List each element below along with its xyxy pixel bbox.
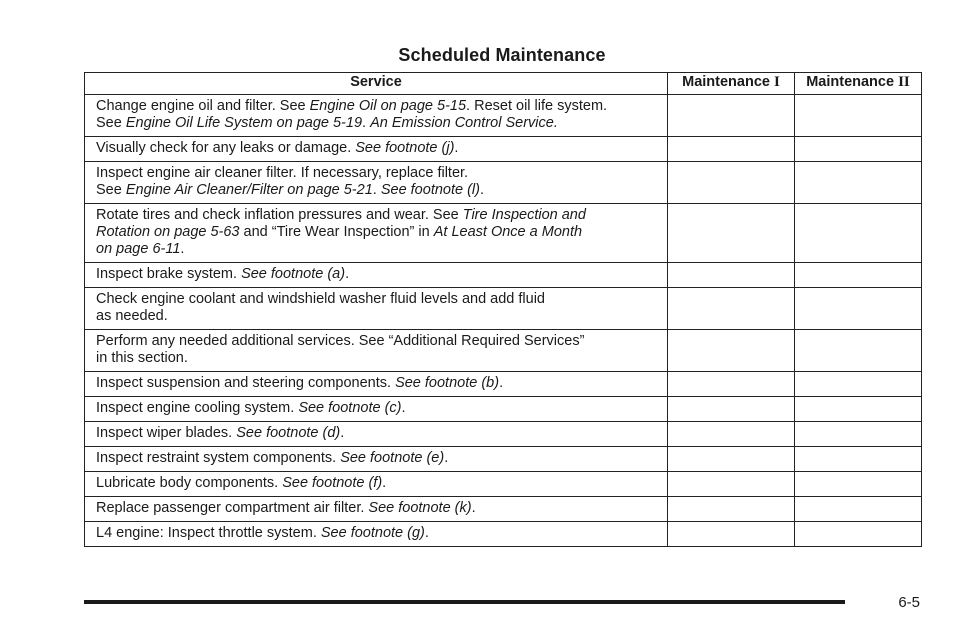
table-row (85, 162, 922, 204)
maintenance-1-cell (668, 472, 795, 497)
service-reference-text: See footnote (k) (368, 500, 472, 516)
service-cell (85, 422, 668, 447)
header-service: Service (85, 73, 668, 95)
maintenance-1-cell (668, 447, 795, 472)
maintenance-1-cell (668, 372, 795, 397)
footer-rule (84, 600, 845, 604)
maintenance-2-cell (795, 263, 922, 288)
maintenance-2-cell (795, 372, 922, 397)
service-reference-text: See footnote (j) (355, 140, 455, 156)
service-text: Inspect wiper blades. (96, 425, 237, 441)
maintenance-1-cell (668, 288, 795, 330)
maintenance-2-cell (795, 137, 922, 162)
service-line (96, 450, 657, 467)
maintenance-2-cell (795, 162, 922, 204)
service-text: as needed. (96, 308, 168, 324)
service-cell (85, 95, 668, 137)
service-reference-text: See footnote (f) (282, 475, 383, 491)
table-row (85, 422, 922, 447)
maintenance-1-cell (668, 522, 795, 547)
maintenance-1-cell (668, 204, 795, 263)
maintenance-2-cell (795, 95, 922, 137)
table-row (85, 204, 922, 263)
service-line (96, 165, 657, 182)
service-reference-text: Engine Air Cleaner/Filter on page 5-21 (125, 182, 373, 198)
service-text: Perform any needed additional services. See “Additional Required Services” (96, 333, 585, 349)
header-maintenance-2 (795, 73, 922, 95)
service-text: Inspect brake system. (96, 266, 242, 282)
maintenance-2-cell (795, 472, 922, 497)
service-text: and “Tire Wear Inspection” in (239, 224, 434, 240)
service-text: See (96, 115, 126, 131)
service-reference-text: Tire Inspection and (462, 207, 586, 223)
service-text: . (372, 182, 381, 198)
table-row (85, 137, 922, 162)
service-text: in this section. (96, 350, 188, 366)
maintenance-1-cell (668, 497, 795, 522)
service-text: . (340, 425, 345, 441)
service-reference-text: At Least Once a Month (433, 224, 583, 240)
service-text: . (401, 400, 406, 416)
service-cell (85, 162, 668, 204)
service-reference-text: on page 6-11 (96, 241, 181, 257)
service-text: . (382, 475, 387, 491)
table-body (85, 95, 922, 547)
table-row (85, 447, 922, 472)
table-row (85, 288, 922, 330)
service-line (96, 207, 657, 224)
table-row (85, 263, 922, 288)
service-text: . (362, 115, 371, 131)
page-title: Scheduled Maintenance (398, 45, 606, 65)
service-line (96, 98, 657, 115)
table-row (85, 472, 922, 497)
service-reference-text: See footnote (l) (380, 182, 480, 198)
service-text: See (96, 182, 126, 198)
service-cell (85, 472, 668, 497)
maintenance-1-cell (668, 137, 795, 162)
service-text: . (444, 450, 449, 466)
service-text: . (180, 241, 185, 257)
service-reference-text: An Emission Control Service. (370, 115, 558, 131)
maintenance-table (84, 72, 922, 547)
maintenance-2-cell (795, 522, 922, 547)
service-text: L4 engine: Inspect throttle system. (96, 525, 321, 541)
service-line (96, 475, 657, 492)
maintenance-1-cell (668, 397, 795, 422)
maintenance-2-cell (795, 447, 922, 472)
service-cell (85, 447, 668, 472)
service-reference-text: See footnote (c) (298, 400, 402, 416)
maintenance-1-cell (668, 162, 795, 204)
header-maintenance-1-word: Maintenance (682, 74, 770, 90)
service-line (96, 525, 657, 542)
service-line (96, 241, 657, 258)
service-line (96, 350, 657, 367)
service-reference-text: Rotation on page 5-63 (96, 224, 240, 240)
service-text: Check engine coolant and windshield washer fluid levels and add fluid (96, 291, 545, 307)
service-text: Inspect engine cooling system. (96, 400, 299, 416)
page-number: 6-5 (898, 594, 920, 611)
service-text: Inspect engine air cleaner filter. If necessary, replace filter. (96, 165, 469, 181)
service-text: Inspect restraint system components. (96, 450, 341, 466)
service-text: Rotate tires and check inflation pressures and wear. See (96, 207, 463, 223)
maintenance-2-cell (795, 497, 922, 522)
maintenance-2-cell (795, 330, 922, 372)
service-text: . (471, 500, 476, 516)
service-reference-text: Engine Oil Life System on page 5-19 (125, 115, 363, 131)
service-cell (85, 137, 668, 162)
maintenance-1-cell (668, 422, 795, 447)
service-text: Change engine oil and filter. See (96, 98, 310, 114)
table-header-row (85, 73, 922, 95)
service-cell (85, 204, 668, 263)
service-cell (85, 522, 668, 547)
service-text: Lubricate body components. (96, 475, 283, 491)
service-reference-text: See footnote (e) (340, 450, 445, 466)
table-row (85, 522, 922, 547)
service-cell (85, 397, 668, 422)
maintenance-1-cell (668, 95, 795, 137)
header-maintenance-2-word: Maintenance (806, 74, 895, 90)
service-line (96, 140, 657, 157)
table-row (85, 397, 922, 422)
service-line (96, 182, 657, 199)
service-line (96, 375, 657, 392)
service-cell (85, 330, 668, 372)
service-cell (85, 372, 668, 397)
service-line (96, 266, 657, 283)
service-text: . (499, 375, 504, 391)
service-cell (85, 288, 668, 330)
service-cell (85, 263, 668, 288)
service-line (96, 115, 657, 132)
service-line (96, 500, 657, 517)
service-reference-text: See footnote (d) (236, 425, 341, 441)
maintenance-2-cell (795, 397, 922, 422)
table-row (85, 497, 922, 522)
service-cell (85, 497, 668, 522)
service-reference-text: Engine Oil on page 5-15 (309, 98, 467, 114)
service-text: . Reset oil life system. (466, 98, 608, 114)
service-text: Visually check for any leaks or damage. (96, 140, 356, 156)
header-maintenance-1 (668, 73, 795, 95)
service-text: . (479, 182, 485, 198)
maintenance-2-cell (795, 422, 922, 447)
service-text: Inspect suspension and steering components. (96, 375, 396, 391)
table-row (85, 95, 922, 137)
service-line (96, 333, 657, 350)
service-text: . (345, 266, 350, 282)
service-line (96, 400, 657, 417)
service-line (96, 308, 657, 325)
service-line (96, 224, 657, 241)
service-text: . (424, 525, 429, 541)
service-line (96, 291, 657, 308)
header-maintenance-2-roman: II (898, 74, 910, 90)
service-line (96, 425, 657, 442)
service-reference-text: See footnote (b) (395, 375, 500, 391)
service-reference-text: See footnote (a) (241, 266, 346, 282)
maintenance-2-cell (795, 204, 922, 263)
maintenance-1-cell (668, 263, 795, 288)
service-text: . (454, 140, 459, 156)
maintenance-1-cell (668, 330, 795, 372)
service-reference-text: See footnote (g) (320, 525, 425, 541)
header-maintenance-1-roman: I (774, 74, 780, 90)
table-row (85, 330, 922, 372)
maintenance-2-cell (795, 288, 922, 330)
table-row (85, 372, 922, 397)
service-text: Replace passenger compartment air filter. (96, 500, 369, 516)
